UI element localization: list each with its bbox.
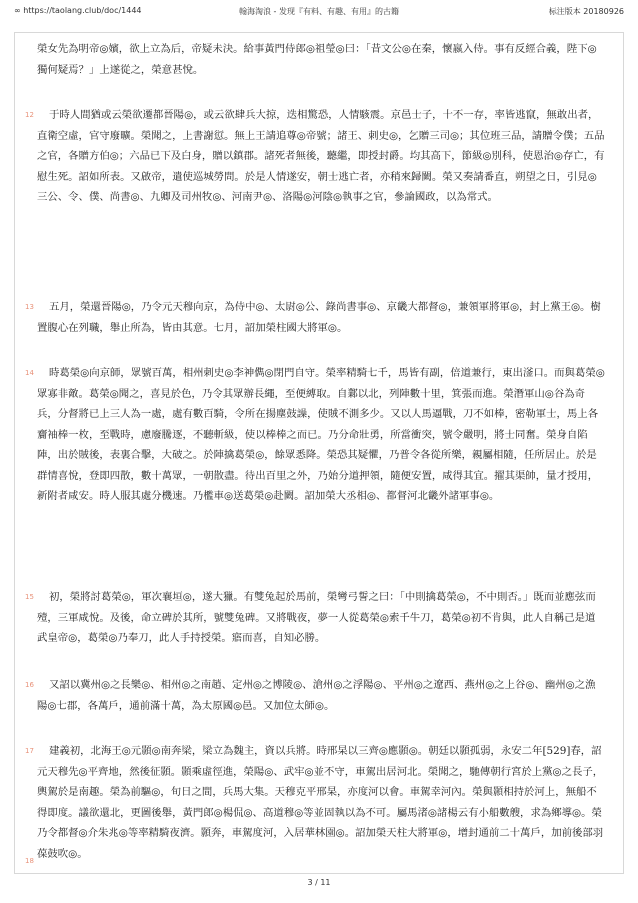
paragraph-number: 15 [25, 593, 34, 601]
paragraph-text: 建義初，北海王◎元顥◎南奔梁，梁立為魏主，資以兵將。時邢杲以三齊◎應顥◎。朝廷以顥孤弱，永安二年[529]春，詔元天穆先◎平齊地，然後征顥。顥乘虛徑進，榮陽◎、武牢◎並不守，車駕出居河北。榮聞之，馳傳朝行宮於上黨◎之長子，輿駕於是南趣。榮為前驅◎，旬日之間，兵馬大集。天穆克平邢杲，亦度河以會。車駕幸河內。榮與顥相持於河上，無船不得即度。議欲還北，更圖後舉，黃門郎◎楊侃◎、高道穆◎等並固執以為不可。屬馬渚◎諸楊云有小船數艘，求為鄉導◎。榮乃令都督◎介朱兆◎等率精騎夜濟。顥奔，車駕度河，入居華林園◎。詔加榮天柱大將軍◎，增封通前二十萬戶，加前後部羽葆鼓吹◎。 [37, 745, 604, 860]
site-title: 翰海淘浪 - 发现『有料、有趣、有用』的古籍 [239, 7, 399, 16]
paragraph-number: 17 [25, 747, 34, 755]
version-label: 标注版本 20180926 [548, 7, 624, 16]
paragraph-text: 榮女先為明帝◎嬪，欲上立為后，帝疑未決。給事黃門侍郎◎祖瑩◎曰：「昔文公◎在秦，懷嬴入侍。事有反經合義，陛下◎獨何疑焉？」上遂從之，榮意甚悅。 [37, 43, 597, 76]
page-indicator: 3 / 11 [307, 878, 331, 887]
paragraph-number: 18 [25, 857, 34, 865]
document-page [14, 32, 624, 874]
paragraph-11 [37, 39, 605, 80]
paragraph-12 [25, 105, 605, 208]
paragraph-text: 又詔以冀州◎之長樂◎、相州◎之南趙、定州◎之博陵◎、滄州◎之浮陽◎、平州◎之遼西、燕州◎之上谷◎、幽州◎之漁陽◎七郡，各萬戶，通前滿十萬，為太原國◎邑。又加位太師◎。 [37, 679, 596, 712]
source-url[interactable]: ∞ https://taolang.club/doc/1444 [14, 6, 142, 15]
paragraph-15 [25, 587, 605, 649]
paragraph-text: 時葛榮◎向京師，眾號百萬，相州刺史◎李神儁◎閉門自守。榮率精騎七千，馬皆有副，倍道兼行，東出滏口。而與葛榮◎眾寡非敵。葛榮◎聞之，喜見於色，乃令其眾辦長繩，至便縛取。自鄴以北，列陣數十里，箕張而進。榮潛軍山◎谷為奇兵，分督將已上三人為一處，處有數百騎，令所在揚塵鼓譟，使賊不測多少。又以人馬逼戰，刀不如棒，密勒軍士，馬上各齎袖棒一枚，至戰時，慮廢騰逐，不聽斬級，使以棒棒之而已。乃分命壯勇，所當衝突，號令嚴明，將士同奮。榮身自陷陣，出於賊後，表裏合擊，大破之。於陣擒葛榮◎，餘眾悉降。榮恐其疑懼，乃普令各從所樂，親屬相隨，任所居止。於是群情喜悅，登即四散，數十萬眾，一朝散盡。待出百里之外，乃始分道押領，隨便安置，咸得其宜。擢其渠帥，量才授用，新附者咸安。時人服其處分機速。乃檻車◎送葛榮◎赴闕。詔加榮大丞相◎、都督河北畿外諸軍事◎。 [37, 367, 605, 502]
paragraph-16 [25, 675, 605, 716]
paragraph-number: 13 [25, 303, 34, 311]
paragraph-text: 于時人間猶或云榮欲遷都晉陽◎，或云欲肆兵大掠，迭相驚恐，人情駭震。京邑士子，十不一存，率皆逃竄，無敢出者，直衛空虛，官守廢曠。榮聞之，上書謝愆。無上王請追尊◎帝號；諸王、刺史◎，乞贈三司◎；其位班三品，請贈令僕；五品之官，各贈方伯◎；六品已下及白身，贈以鎮郡。諸死者無後，聽繼，即授封爵。均其高下，節級◎別科，使恩治◎存亡，有慰生死。詔如所表。又啟帝，遣使巡城勞問。於是人情遂安，朝士逃亡者，亦稍來歸闕。榮又奏請番直，朔望之日，引見◎三公、令、僕、尚書◎、九卿及司州牧◎、河南尹◎、洛陽◎河陰◎執事之官，參論國政，以為常式。 [37, 109, 605, 203]
paragraph-number: 16 [25, 681, 34, 689]
page-header [14, 6, 624, 20]
paragraph-13 [25, 297, 605, 338]
paragraph-text: 五月，榮還晉陽◎，乃令元天穆向京，為侍中◎、太尉◎公、錄尚書事◎、京畿大都督◎，兼領軍將軍◎，封上黨王◎。樹置腹心在列職，舉止所為，皆由其意。七月，詔加榮柱國大將軍◎。 [37, 301, 601, 334]
paragraph-number: 12 [25, 111, 34, 119]
paragraph-14 [25, 363, 605, 507]
paragraph-text: 初，榮將討葛榮◎，軍次襄垣◎，遂大獵。有雙兔起於馬前，榮彎弓誓之曰：「中則擒葛榮◎，不中則否。」既而並應弦而殪，三軍咸悅。及後，命立碑於其所，號雙兔碑。又將戰夜，夢一人從葛榮◎索千牛刀，葛榮◎初不肯與，此人自稱己是道武皇帝◎，葛榮◎乃奉刀，此人手持授榮。寤而喜，自知必勝。 [37, 591, 596, 644]
paragraph-number: 14 [25, 369, 34, 377]
